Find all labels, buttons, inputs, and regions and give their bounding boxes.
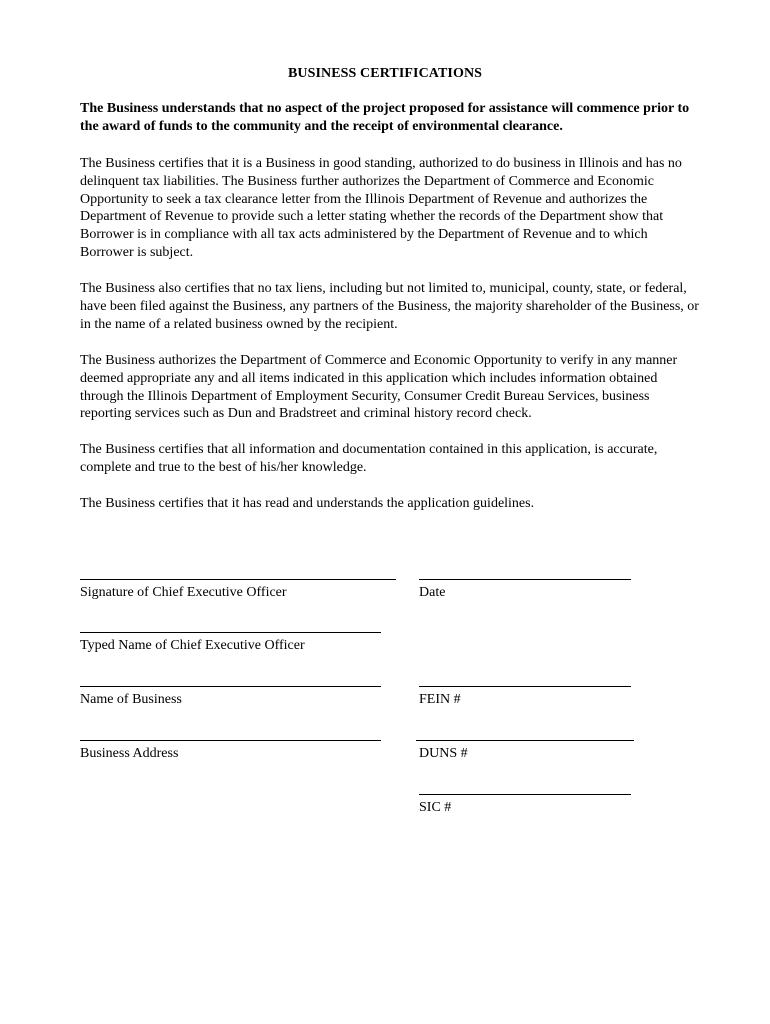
certification-paragraph-verification: The Business authorizes the Department of Commerce and Economic Opportunity to verify in any manner deemed appropriate any and all items indicated in this application which includes information obtained through the Illinois Department of Employment Security, Consumer Credit Bureau Services, business reporting services such as Dun and Bradstreet and criminal history record check.: [80, 353, 678, 422]
certification-paragraph-tax-liens: The Business also certifies that no tax liens, including but not limited to, municipal, county, state, or federal, have been filed against the Business, any partners of the Business, the majority shareholder of the Business, or in the name of a related business owned by the recipient.: [80, 281, 699, 332]
fein-label: FEIN #: [419, 692, 461, 707]
business-name-label: Name of Business: [80, 692, 182, 707]
date-line[interactable]: [419, 579, 631, 580]
duns-line[interactable]: [416, 740, 634, 741]
typed-name-line[interactable]: [80, 632, 381, 633]
typed-name-label: Typed Name of Chief Executive Officer: [80, 638, 305, 653]
duns-label: DUNS #: [419, 746, 468, 761]
signature-label: Signature of Chief Executive Officer: [80, 585, 287, 600]
sic-label: SIC #: [419, 800, 452, 815]
business-name-line[interactable]: [80, 686, 381, 687]
page-title: BUSINESS CERTIFICATIONS: [287, 66, 483, 81]
fein-line[interactable]: [419, 686, 631, 687]
certification-paragraph-accuracy: The Business certifies that all information and documentation contained in this application, is accurate, complete and true to the best of his/her knowledge.: [80, 442, 658, 475]
certification-paragraph-guidelines: The Business certifies that it has read and understands the application guidelines.: [80, 496, 535, 511]
intro-statement: The Business understands that no aspect of the project proposed for assistance will commence prior to the award of funds to the community and the receipt of environmental clearance.: [80, 101, 690, 134]
signature-line[interactable]: [80, 579, 396, 580]
business-address-line[interactable]: [80, 740, 381, 741]
sic-line[interactable]: [419, 794, 631, 795]
date-label: Date: [419, 585, 446, 600]
certification-paragraph-good-standing: The Business certifies that it is a Business in good standing, authorized to do business in Illinois and has no delinquent tax liabilities. The Business further authorizes the Department of Commerce and Economic Opportunity to seek a tax clearance letter from the Illinois Department of Revenue and authorizes the Department of Revenue to provide such a letter stating whether the records of the Department show that Borrower is in compliance with all tax acts administered by the Department of Revenue and to which Borrower is subject.: [80, 156, 682, 260]
business-address-label: Business Address: [80, 746, 179, 761]
